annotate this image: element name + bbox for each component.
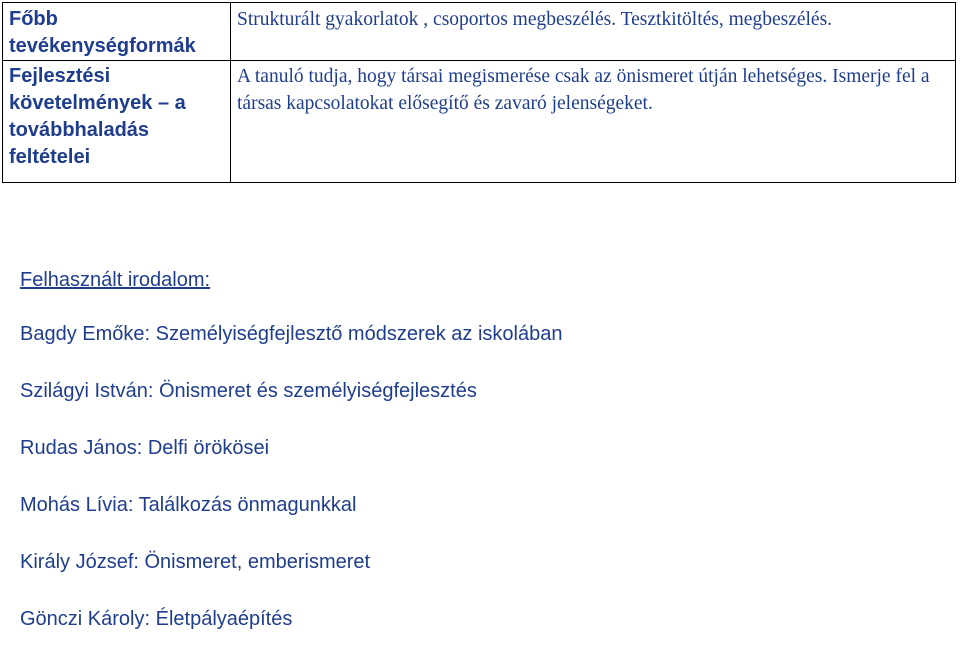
literature-item: Gönczi Károly: Életpályaépítés — [20, 608, 293, 630]
literature-item: Király József: Önismeret, emberismeret — [20, 551, 371, 573]
requirements-label: Fejlesztési követelmények – a továbbhaladás feltételei — [3, 61, 231, 183]
literature-item: Bagdy Emőke: Személyiségfejlesztő módszerek az iskolában — [20, 323, 563, 345]
literature-item: Mohás Lívia: Találkozás önmagunkkal — [20, 494, 357, 516]
activity-forms-label: Főbb tevékenységformák — [3, 3, 231, 61]
literature-list — [20, 317, 940, 636]
info-table — [2, 2, 956, 183]
requirements-content: A tanuló tudja, hogy társai megismerése csak az önismeret útján lehetséges. Ismerje fel a társas kapcsolatokat elősegítő és zavaró jelenségeket. — [231, 61, 956, 183]
literature-section — [20, 263, 940, 659]
table-row-requirements — [3, 61, 956, 183]
literature-item: Szilágyi István: Önismeret és személyiségfejlesztés — [20, 380, 477, 402]
table-row-activity-forms — [3, 3, 956, 61]
literature-heading: Felhasznált irodalom: — [20, 269, 211, 291]
literature-item: Rudas János: Delfi örökösei — [20, 437, 270, 459]
activity-forms-content: Strukturált gyakorlatok , csoportos megbeszélés. Tesztkitöltés, megbeszélés. — [231, 3, 956, 61]
